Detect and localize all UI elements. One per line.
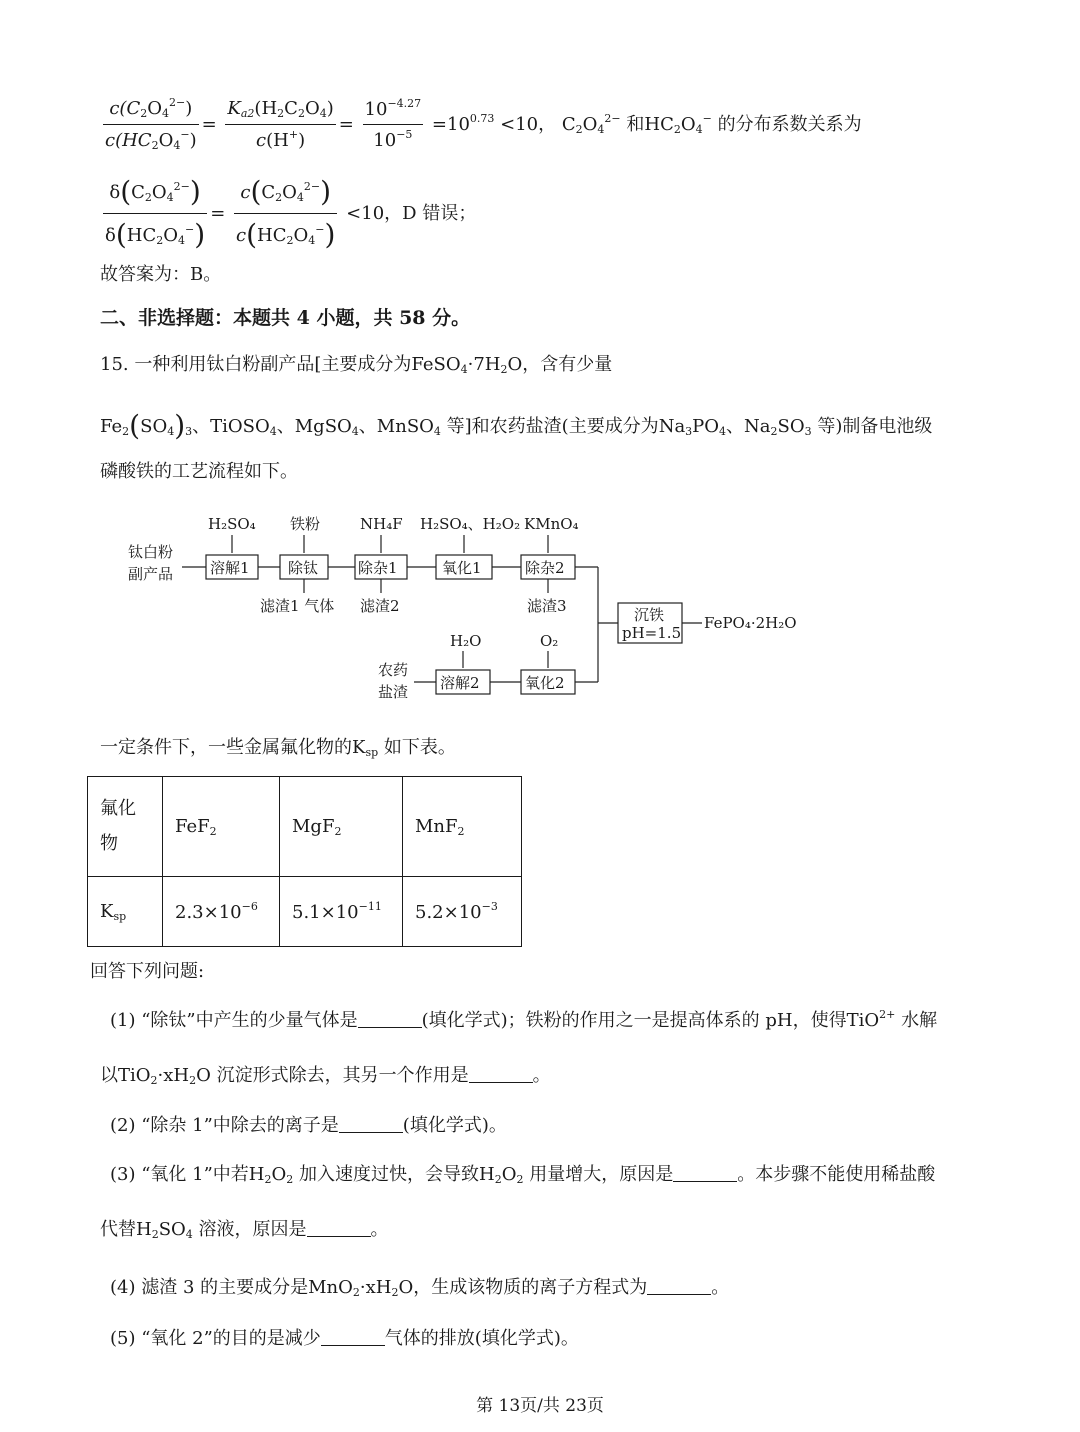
svg-text:溶解2: 溶解2 [440, 674, 480, 692]
q15-line-3: 磷酸铁的工艺流程如下。 [100, 461, 298, 482]
flow-input-1-line1: 钛白粉 [128, 543, 174, 561]
svg-text:沉铁: 沉铁 [634, 606, 665, 624]
answer-blank[interactable] [647, 1293, 711, 1295]
formula-line-1: $\frac{c(C_2O_4^{2-})}{c(HC_2O_4^-)}$ = $\frac{K_{a2}(H_2C_2O_4)}{c(H^+)}$ = $\frac{10^{-4.27}}{10^{-5}}$ $=10^{0.73} <10$， $C_2O_4^{2-}$ 和$HC_2O_4^-$ 的分布系数关系为 [105, 96, 862, 153]
flow-reagent-4: H₂SO₄、H₂O₂ [420, 515, 521, 533]
ksp-intro: 一定条件下，一些金属氟化物的$K_{sp}$ 如下表。 [100, 737, 456, 759]
svg-text:氧化2: 氧化2 [525, 674, 565, 692]
q15-line-2: $Fe_2(SO_4)_3$、TiOSO$_4$、MgSO$_4$、MnSO$_4$ 等]和农药盐渣(主要成分为$Na_3PO_4$、$Na_2SO_3$ 等)制备电池级 [100, 409, 933, 442]
answer-blank[interactable] [321, 1344, 385, 1346]
sub-question-4: (4) 滤渣 3 的主要成分是$MnO_2\cdot xH_2O$，生成该物质的离子方程式为 。 [110, 1277, 730, 1299]
answer-blank[interactable] [469, 1081, 533, 1083]
flow-input-2-line2: 盐渣 [378, 683, 409, 701]
flow-reagent-2: 铁粉 [290, 515, 321, 533]
sub-question-3-line-1: (3) “氧化 1”中若$H_2O_2$ 加入速度过快，会导致$H_2O_2$ 用量增大，原因是 。本步骤不能使用稀盐酸 [110, 1164, 936, 1186]
flow-reagent-water: H₂O [450, 632, 482, 650]
svg-text:溶解1: 溶解1 [210, 559, 250, 577]
flow-reagent-3: NH₄F [360, 515, 403, 533]
flow-input-1-line2: 副产品 [128, 565, 174, 583]
answer-blank[interactable] [673, 1180, 737, 1182]
sub-question-1-line-1: (1) “除钛”中产生的少量气体是 (填化学式)；铁粉的作用之一是提高体系的 pH，使得TiO$^{2+}$ 水解 [110, 1008, 938, 1031]
section-heading: 二、非选择题：本题共 4 小题，共 58 分。 [100, 307, 471, 329]
svg-text:pH=1.5: pH=1.5 [622, 624, 682, 642]
svg-text:除杂1: 除杂1 [358, 559, 398, 577]
ksp-table-value-row: $K_{sp}$ $2.3\times 10^{-6}$ $5.1\times 10^{-11}$ $5.2\times 10^{-3}$ [88, 877, 522, 947]
ksp-table [87, 776, 522, 947]
answer-blank[interactable] [358, 1026, 422, 1028]
sub-question-5: (5) “氧化 2”的目的是减少 气体的排放(填化学式)。 [110, 1328, 579, 1349]
fraction-delta-ratio: $\frac{\delta(C_2O_4^{2-})}{\delta(HC_2O_4^-)}$ [105, 175, 206, 252]
flow-reagent-oxygen: O₂ [540, 632, 559, 650]
flow-reagent-5: KMnO₄ [524, 515, 579, 533]
sub-question-3-line-2: 代替$H_2SO_4$ 溶液，原因是 。 [100, 1219, 389, 1241]
answer-blank[interactable] [307, 1235, 371, 1237]
flow-residue-3: 滤渣3 [527, 597, 567, 615]
answer-prompt: 回答下列问题: [90, 961, 205, 982]
sub-question-1-line-2: 以$TiO_2\cdot xH_2O$ 沉淀形式除去，其另一个作用是 。 [100, 1065, 551, 1087]
fraction-powers-of-ten: $\frac{10^{-4.27}}{10^{-5}}$ [364, 96, 422, 152]
q15-line-1: 15. 一种利用钛白粉副产品[主要成分为$FeSO_4\cdot 7H_2O$，含有少量 [100, 354, 613, 376]
sub-question-2: (2) “除杂 1”中除去的离子是 (填化学式)。 [110, 1115, 507, 1136]
flow-residue-2: 滤渣2 [360, 597, 400, 615]
flow-input-2-line1: 农药 [378, 661, 409, 679]
fraction-c2o4-over-hc2o4: $\frac{c(C_2O_4^{2-})}{c(HC_2O_4^-)}$ [105, 96, 197, 153]
ksp-table-header-row: 氟化 物 FeF$_2$ MgF$_2$ MnF$_2$ [88, 777, 522, 877]
process-flow-diagram [120, 505, 820, 715]
svg-text:除杂2: 除杂2 [525, 559, 565, 577]
page-footer: 第 13页/共 23页 [476, 1396, 604, 1416]
svg-text:除钛: 除钛 [288, 559, 319, 577]
flow-product: FePO₄·2H₂O [704, 614, 797, 632]
fraction-concentration-ratio: $\frac{c(C_2O_4^{2-})}{c(HC_2O_4^-)}$ [236, 175, 336, 252]
flow-reagent-1: H₂SO₄ [208, 515, 256, 533]
fraction-ka2-over-h: $\frac{K_{a2}(H_2C_2O_4)}{c(H^+)}$ [227, 97, 334, 152]
formula-line-2: $\frac{\delta(C_2O_4^{2-})}{\delta(HC_2O_4^-)}$ = $\frac{c(C_2O_4^{2-})}{c(HC_2O_4^-)}$ <10，D 错误； [100, 174, 476, 254]
answer-blank[interactable] [339, 1131, 403, 1133]
answer-line: 故答案为：B。 [100, 264, 222, 285]
flow-residue-1: 滤渣1 气体 [260, 597, 335, 615]
svg-text:氧化1: 氧化1 [442, 559, 482, 577]
